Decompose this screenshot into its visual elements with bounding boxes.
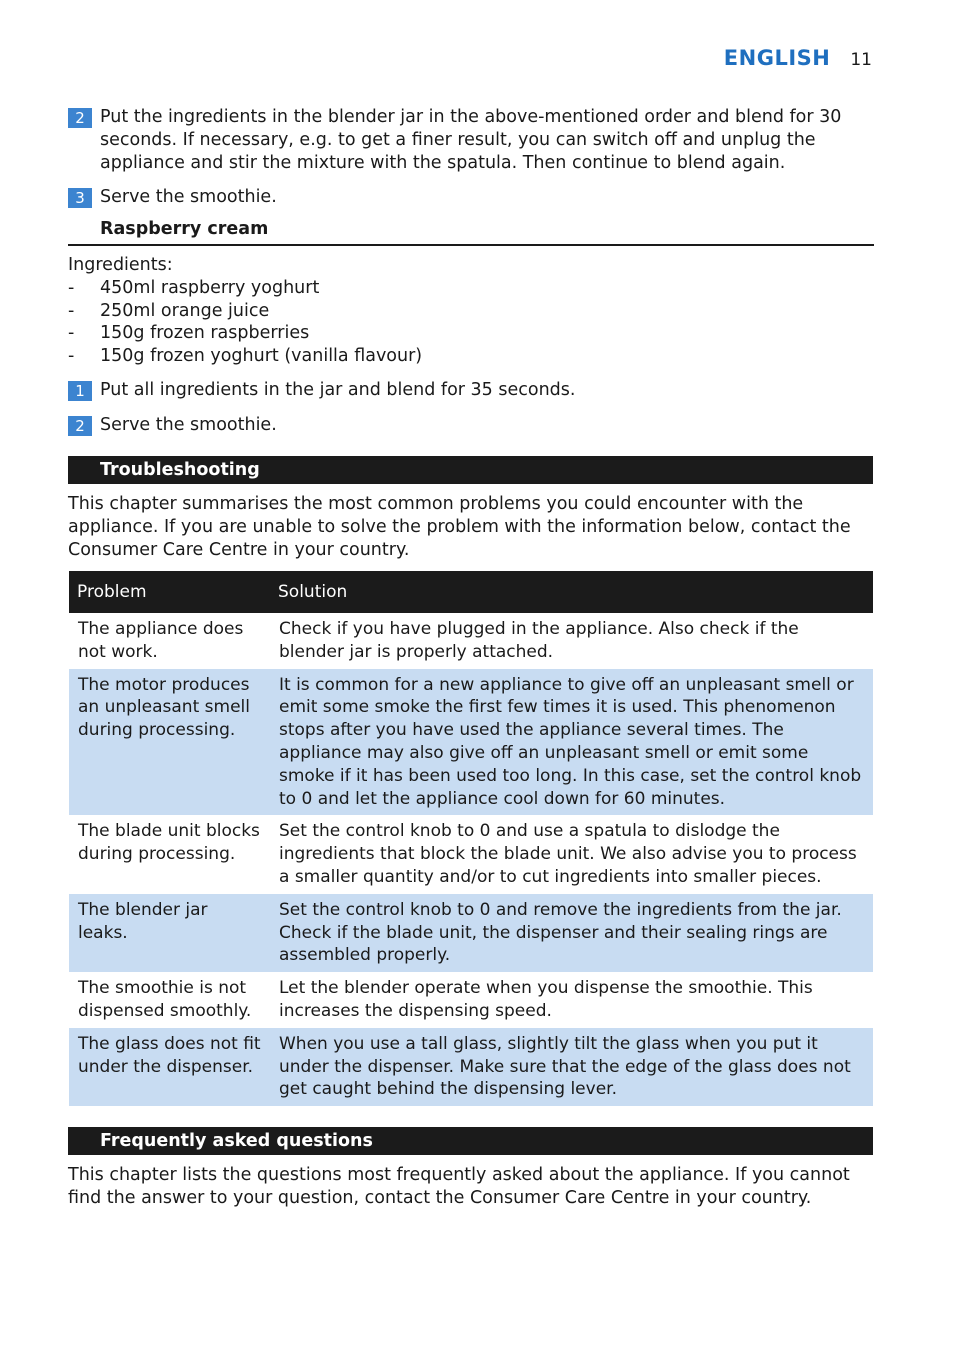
ingredient-text: 250ml orange juice bbox=[100, 300, 270, 321]
table-row bbox=[69, 669, 873, 816]
troubleshooting-table bbox=[69, 571, 873, 1106]
table-row bbox=[69, 894, 873, 972]
step-item bbox=[68, 106, 874, 174]
section-heading-text: Troubleshooting bbox=[100, 460, 260, 480]
recipe-title-divider bbox=[68, 244, 874, 246]
list-item bbox=[68, 322, 874, 345]
ingredient-text: 150g frozen raspberries bbox=[100, 323, 310, 344]
step-text: Put the ingredients in the blender jar in the above-mentioned order and blend for 30 seconds. If necessary, e.g. to get a finer result, you can switch off and unplug the appliance and stir the mixture with the spatula. Then continue to blend again. bbox=[100, 107, 842, 173]
list-dash: - bbox=[68, 346, 75, 367]
step-number-badge: 1 bbox=[68, 381, 92, 401]
solution-cell: Let the blender operate when you dispense the smoothie. This increases the dispensing speed. bbox=[279, 978, 813, 1021]
step-number-badge: 2 bbox=[68, 108, 92, 128]
problem-cell: The blender jar leaks. bbox=[69, 894, 270, 972]
list-dash: - bbox=[68, 300, 75, 321]
problem-cell: The blade unit blocks during processing. bbox=[78, 821, 260, 865]
step-number-badge: 3 bbox=[68, 188, 92, 208]
list-dash: - bbox=[68, 323, 75, 344]
solution-cell: Set the control knob to 0 and remove the ingredients from the jar. Check if the blade unit, the dispenser and their sealing rings are assembled properly. bbox=[270, 894, 873, 972]
page-header bbox=[724, 46, 872, 70]
table-row bbox=[69, 1028, 873, 1106]
page-number: 11 bbox=[850, 50, 872, 70]
step-item bbox=[68, 379, 874, 402]
step-text: Put all ingredients in the jar and blend for 35 seconds. bbox=[100, 380, 576, 400]
step-number-badge: 2 bbox=[68, 416, 92, 436]
step-item bbox=[68, 414, 874, 437]
section-heading-faq bbox=[68, 1127, 873, 1155]
solution-cell: Set the control knob to 0 and use a spatula to dislodge the ingredients that block the blade unit. We also advise you to process a smaller quantity and/or to cut ingredients into smaller pieces. bbox=[279, 821, 857, 887]
language-label: ENGLISH bbox=[723, 46, 831, 70]
faq-intro: This chapter lists the questions most frequently asked about the appliance. If you cannot find the answer to your question, contact the Consumer Care Centre in your country. bbox=[68, 1165, 850, 1208]
problem-cell: The glass does not fit under the dispenser. bbox=[69, 1028, 270, 1106]
step-text: Serve the smoothie. bbox=[100, 415, 277, 435]
problem-cell: The appliance does not work. bbox=[78, 619, 244, 662]
solution-cell: It is common for a new appliance to give off an unpleasant smell or emit some smoke the first few times it is used. This phenomenon stops after you have used the appliance several times. The appliance may also give off an unpleasant smell or emit some smoke if it has been used too long. In this case, set the control knob to 0 and let the appliance cool down for 60 minutes. bbox=[270, 669, 873, 816]
column-header-problem: Problem bbox=[69, 571, 270, 613]
recipe-title bbox=[68, 219, 874, 239]
table-row bbox=[69, 613, 873, 669]
column-header-solution: Solution bbox=[270, 571, 873, 613]
solution-cell: When you use a tall glass, slightly tilt the glass when you put it under the dispenser. Make sure that the edge of the glass does not get caught behind the dispensing lever. bbox=[270, 1028, 873, 1106]
table-row bbox=[69, 972, 873, 1028]
table-row bbox=[69, 815, 873, 893]
list-item bbox=[68, 345, 874, 368]
section-heading-troubleshooting bbox=[68, 456, 873, 484]
list-item bbox=[68, 277, 874, 300]
ingredients-label: Ingredients: bbox=[68, 255, 173, 275]
recipe-title-text: Raspberry cream bbox=[100, 219, 269, 239]
problem-cell: The motor produces an unpleasant smell during processing. bbox=[69, 669, 270, 816]
list-dash: - bbox=[68, 277, 75, 298]
table-header-row bbox=[69, 571, 873, 613]
step-text: Serve the smoothie. bbox=[100, 187, 277, 207]
problem-cell: The smoothie is not dispensed smoothly. bbox=[78, 978, 252, 1021]
section-heading-text: Frequently asked questions bbox=[100, 1131, 373, 1151]
ingredient-text: 150g frozen yoghurt (vanilla flavour) bbox=[100, 346, 423, 367]
list-item bbox=[68, 300, 874, 323]
step-item bbox=[68, 186, 874, 209]
ingredients-block bbox=[68, 254, 874, 368]
ingredient-text: 450ml raspberry yoghurt bbox=[100, 277, 320, 298]
solution-cell: Check if you have plugged in the appliance. Also check if the blender jar is properly attached. bbox=[279, 619, 799, 662]
troubleshooting-intro: This chapter summarises the most common problems you could encounter with the appliance. If you are unable to solve the problem with the information below, contact the Consumer Care Centre in your country. bbox=[68, 494, 851, 560]
